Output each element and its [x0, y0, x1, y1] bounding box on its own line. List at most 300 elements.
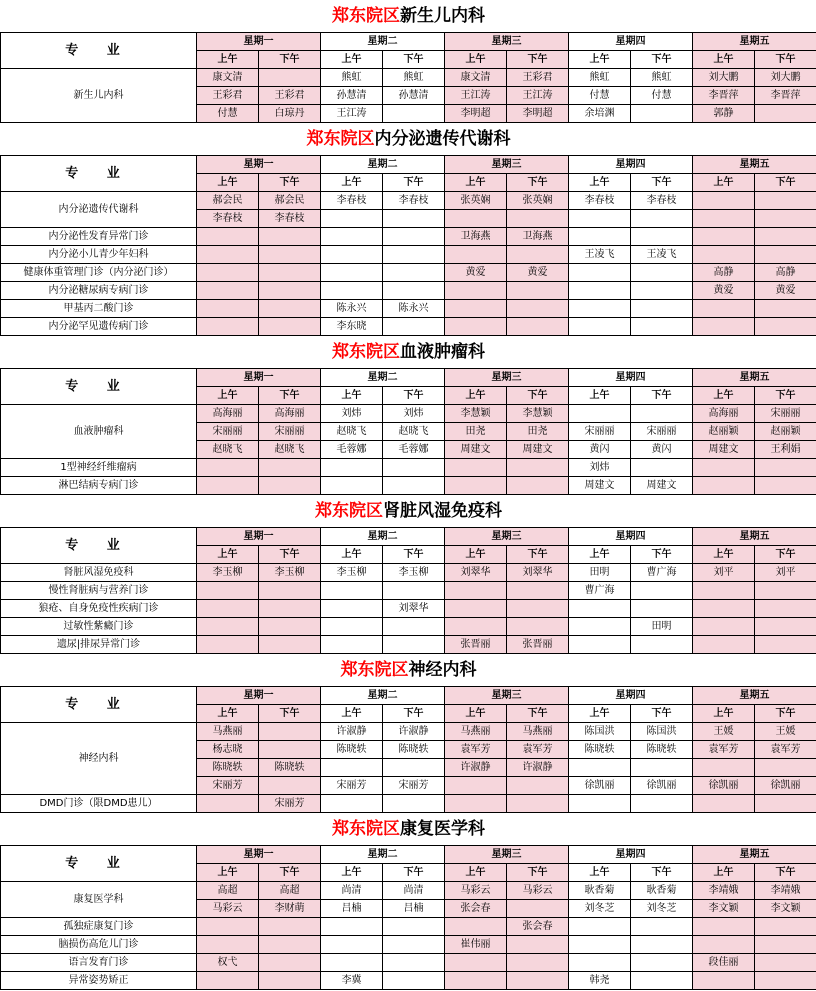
doctor-cell [507, 936, 569, 954]
doctor-cell [445, 582, 507, 600]
table-row [1, 405, 816, 423]
doctor-cell [259, 636, 321, 654]
doctor-cell: 张会春 [507, 918, 569, 936]
doctor-cell [569, 636, 631, 654]
table-row [1, 918, 816, 936]
section-title-row [1, 495, 816, 528]
doctor-cell [507, 972, 569, 990]
doctor-cell [445, 282, 507, 300]
doctor-cell [631, 282, 693, 300]
doctor-cell [259, 618, 321, 636]
doctor-cell: 陈永兴 [321, 300, 383, 318]
doctor-cell: 李财萌 [259, 900, 321, 918]
doctor-cell [693, 972, 755, 990]
am-header: 上午 [445, 51, 507, 69]
doctor-cell [259, 246, 321, 264]
doctor-cell [693, 246, 755, 264]
doctor-cell [383, 246, 445, 264]
doctor-cell: 黄闪 [569, 441, 631, 459]
day-header: 星期二 [321, 369, 445, 387]
doctor-cell [631, 582, 693, 600]
section-title [1, 813, 816, 846]
doctor-cell [631, 972, 693, 990]
doctor-cell: 袁军芳 [445, 741, 507, 759]
doctor-cell [197, 318, 259, 336]
clinic-label: 内分泌罕见遗传病门诊 [1, 318, 197, 336]
doctor-cell [383, 582, 445, 600]
doctor-cell: 陈晓轶 [321, 741, 383, 759]
clinic-label: 康复医学科 [1, 882, 197, 918]
doctor-cell [631, 459, 693, 477]
doctor-cell [631, 918, 693, 936]
pm-header: 下午 [259, 51, 321, 69]
doctor-cell [321, 795, 383, 813]
day-header: 星期三 [445, 846, 569, 864]
doctor-cell: 高超 [259, 882, 321, 900]
doctor-cell [693, 918, 755, 936]
doctor-cell [383, 954, 445, 972]
table-row [1, 69, 816, 87]
doctor-cell [197, 282, 259, 300]
day-header-row [1, 33, 816, 51]
clinic-label: 遗尿|排尿异常门诊 [1, 636, 197, 654]
doctor-cell: 康文清 [197, 69, 259, 87]
doctor-cell: 刘冬芝 [631, 900, 693, 918]
pm-header: 下午 [631, 864, 693, 882]
day-header: 星期三 [445, 369, 569, 387]
doctor-cell: 袁军芳 [507, 741, 569, 759]
doctor-cell: 宋丽芳 [321, 777, 383, 795]
specialty-header: 专 业 [1, 156, 197, 192]
am-header: 上午 [321, 546, 383, 564]
doctor-cell [755, 582, 816, 600]
doctor-cell [693, 300, 755, 318]
doctor-cell [259, 777, 321, 795]
doctor-cell: 黄闪 [631, 441, 693, 459]
am-header: 上午 [445, 546, 507, 564]
section-title [1, 495, 816, 528]
doctor-cell: 韩尧 [569, 972, 631, 990]
am-header: 上午 [569, 864, 631, 882]
doctor-cell [755, 228, 816, 246]
doctor-cell: 张英娴 [507, 192, 569, 210]
day-header: 星期五 [693, 369, 816, 387]
doctor-cell [445, 618, 507, 636]
doctor-cell [197, 795, 259, 813]
doctor-cell [693, 618, 755, 636]
am-header: 上午 [321, 51, 383, 69]
clinic-label: 内分泌小儿青少年妇科 [1, 246, 197, 264]
doctor-cell [383, 618, 445, 636]
am-header: 上午 [445, 387, 507, 405]
section-title-row [1, 813, 816, 846]
doctor-cell [383, 459, 445, 477]
doctor-cell: 许淑静 [321, 723, 383, 741]
table-row [1, 936, 816, 954]
am-header: 上午 [445, 864, 507, 882]
clinic-label: 血液肿瘤科 [1, 405, 197, 459]
doctor-cell [755, 936, 816, 954]
doctor-cell: 田明 [631, 618, 693, 636]
doctor-cell: 徐凯丽 [631, 777, 693, 795]
day-header: 星期二 [321, 528, 445, 546]
doctor-cell: 王江涛 [445, 87, 507, 105]
doctor-cell: 王彩君 [197, 87, 259, 105]
doctor-cell [755, 918, 816, 936]
clinic-label: DMD门诊（限DMD患儿） [1, 795, 197, 813]
doctor-cell: 高海丽 [259, 405, 321, 423]
doctor-cell [383, 636, 445, 654]
doctor-cell [445, 477, 507, 495]
doctor-cell: 黄爱 [507, 264, 569, 282]
doctor-cell [197, 264, 259, 282]
doctor-cell: 熊虹 [631, 69, 693, 87]
department-name: 新生儿内科 [400, 6, 486, 26]
doctor-cell [755, 477, 816, 495]
doctor-cell: 宋丽丽 [259, 423, 321, 441]
day-header-row [1, 846, 816, 864]
doctor-cell [197, 246, 259, 264]
doctor-cell [631, 405, 693, 423]
doctor-cell: 白琼丹 [259, 105, 321, 123]
doctor-cell: 马彩云 [445, 882, 507, 900]
doctor-cell: 尚清 [321, 882, 383, 900]
doctor-cell: 王江涛 [321, 105, 383, 123]
doctor-cell: 田尧 [445, 423, 507, 441]
doctor-cell: 刘平 [755, 564, 816, 582]
table-row [1, 246, 816, 264]
doctor-cell [445, 210, 507, 228]
doctor-cell [693, 759, 755, 777]
doctor-cell: 高超 [197, 882, 259, 900]
doctor-cell: 崔伟丽 [445, 936, 507, 954]
doctor-cell: 李文颖 [755, 900, 816, 918]
doctor-cell [755, 246, 816, 264]
doctor-cell [693, 477, 755, 495]
doctor-cell: 康文清 [445, 69, 507, 87]
doctor-cell: 马彩云 [507, 882, 569, 900]
doctor-cell: 黄爱 [445, 264, 507, 282]
doctor-cell [321, 582, 383, 600]
doctor-cell [197, 600, 259, 618]
doctor-cell [693, 600, 755, 618]
pm-header: 下午 [631, 387, 693, 405]
pm-header: 下午 [383, 51, 445, 69]
pm-header: 下午 [259, 387, 321, 405]
day-header: 星期二 [321, 846, 445, 864]
day-header: 星期四 [569, 687, 693, 705]
doctor-cell [755, 759, 816, 777]
doctor-cell: 刘平 [693, 564, 755, 582]
doctor-cell: 尚清 [383, 882, 445, 900]
doctor-cell [755, 459, 816, 477]
doctor-cell [383, 795, 445, 813]
section-title-row [1, 0, 816, 33]
doctor-cell: 陈晓轶 [383, 741, 445, 759]
doctor-cell [259, 918, 321, 936]
pm-header: 下午 [755, 51, 816, 69]
doctor-cell [383, 972, 445, 990]
am-header: 上午 [197, 174, 259, 192]
table-row [1, 282, 816, 300]
doctor-cell: 宋丽丽 [569, 423, 631, 441]
doctor-cell [383, 759, 445, 777]
doctor-cell [569, 228, 631, 246]
doctor-cell: 付慧 [631, 87, 693, 105]
doctor-cell [321, 759, 383, 777]
doctor-cell [569, 318, 631, 336]
doctor-cell [569, 936, 631, 954]
doctor-cell: 赵晓飞 [383, 423, 445, 441]
day-header: 星期三 [445, 33, 569, 51]
am-header: 上午 [197, 387, 259, 405]
doctor-cell [693, 228, 755, 246]
doctor-cell: 曹广海 [569, 582, 631, 600]
doctor-cell: 耿香菊 [569, 882, 631, 900]
doctor-cell: 郝会民 [197, 192, 259, 210]
am-header: 上午 [197, 51, 259, 69]
table-row [1, 564, 816, 582]
doctor-cell: 宋丽芳 [383, 777, 445, 795]
hospital-name: 郑东院区 [306, 129, 375, 149]
doctor-cell [569, 954, 631, 972]
doctor-cell: 毛蓉娜 [321, 441, 383, 459]
doctor-cell [693, 936, 755, 954]
doctor-cell: 宋丽芳 [197, 777, 259, 795]
pm-header: 下午 [259, 546, 321, 564]
doctor-cell [693, 210, 755, 228]
doctor-cell [569, 918, 631, 936]
doctor-cell: 刘大鹏 [693, 69, 755, 87]
doctor-cell: 刘炜 [321, 405, 383, 423]
clinic-label: 内分泌性发育异常门诊 [1, 228, 197, 246]
doctor-cell: 付慧 [197, 105, 259, 123]
doctor-cell: 李春枝 [197, 210, 259, 228]
doctor-cell: 陈晓轶 [569, 741, 631, 759]
pm-header: 下午 [507, 864, 569, 882]
doctor-cell [755, 105, 816, 123]
doctor-cell: 黄爱 [693, 282, 755, 300]
specialty-header: 专 业 [1, 369, 197, 405]
doctor-cell: 李慧颖 [507, 405, 569, 423]
day-header: 星期一 [197, 846, 321, 864]
doctor-cell [755, 636, 816, 654]
hospital-name: 郑东院区 [340, 660, 409, 680]
day-header: 星期一 [197, 369, 321, 387]
doctor-cell: 张会春 [445, 900, 507, 918]
doctor-cell: 李文颖 [693, 900, 755, 918]
table-row [1, 600, 816, 618]
doctor-cell: 许淑静 [383, 723, 445, 741]
department-name: 内分泌遗传代谢科 [374, 129, 511, 149]
doctor-cell: 徐凯丽 [569, 777, 631, 795]
doctor-cell [631, 300, 693, 318]
doctor-cell: 陈晓轶 [631, 741, 693, 759]
doctor-cell [693, 795, 755, 813]
pm-header: 下午 [383, 864, 445, 882]
am-header: 上午 [321, 387, 383, 405]
table-row [1, 318, 816, 336]
doctor-cell [445, 954, 507, 972]
department-name: 康复医学科 [400, 819, 486, 839]
doctor-cell: 熊虹 [321, 69, 383, 87]
doctor-cell [321, 228, 383, 246]
clinic-label: 语言发育门诊 [1, 954, 197, 972]
doctor-cell [569, 264, 631, 282]
pm-header: 下午 [631, 546, 693, 564]
doctor-cell [445, 600, 507, 618]
table-row [1, 618, 816, 636]
doctor-cell: 陈国洪 [569, 723, 631, 741]
day-header: 星期五 [693, 528, 816, 546]
doctor-cell [321, 918, 383, 936]
doctor-cell: 周建文 [693, 441, 755, 459]
am-header: 上午 [321, 174, 383, 192]
doctor-cell: 刘翠华 [507, 564, 569, 582]
doctor-cell: 周建文 [631, 477, 693, 495]
day-header: 星期二 [321, 687, 445, 705]
doctor-cell [259, 600, 321, 618]
clinic-label: 甲基丙二酸门诊 [1, 300, 197, 318]
doctor-cell [445, 777, 507, 795]
doctor-cell [197, 582, 259, 600]
hospital-name: 郑东院区 [332, 6, 401, 26]
doctor-cell [755, 300, 816, 318]
doctor-cell: 李玉柳 [197, 564, 259, 582]
doctor-cell [259, 723, 321, 741]
doctor-cell: 许淑静 [507, 759, 569, 777]
pm-header: 下午 [383, 387, 445, 405]
doctor-cell [507, 618, 569, 636]
doctor-cell [197, 459, 259, 477]
doctor-cell [631, 105, 693, 123]
doctor-cell: 宋丽丽 [631, 423, 693, 441]
doctor-cell [321, 210, 383, 228]
doctor-cell: 周建文 [445, 441, 507, 459]
am-header: 上午 [693, 174, 755, 192]
doctor-cell: 陈永兴 [383, 300, 445, 318]
doctor-cell [259, 264, 321, 282]
doctor-cell [569, 282, 631, 300]
doctor-cell [259, 582, 321, 600]
doctor-cell [507, 459, 569, 477]
doctor-cell [631, 636, 693, 654]
pm-header: 下午 [507, 705, 569, 723]
doctor-cell [383, 936, 445, 954]
doctor-cell [321, 477, 383, 495]
doctor-cell [693, 192, 755, 210]
day-header-row [1, 156, 816, 174]
doctor-cell: 赵丽颖 [693, 423, 755, 441]
doctor-cell [755, 954, 816, 972]
pm-header: 下午 [259, 174, 321, 192]
day-header: 星期五 [693, 846, 816, 864]
doctor-cell [445, 459, 507, 477]
pm-header: 下午 [383, 174, 445, 192]
doctor-cell [507, 282, 569, 300]
specialty-header: 专 业 [1, 528, 197, 564]
doctor-cell [631, 759, 693, 777]
doctor-cell [569, 618, 631, 636]
clinic-label: 淋巴结病专病门诊 [1, 477, 197, 495]
am-header: 上午 [197, 546, 259, 564]
doctor-cell: 曹广海 [631, 564, 693, 582]
clinic-label: 内分泌糖尿病专病门诊 [1, 282, 197, 300]
doctor-cell [631, 795, 693, 813]
doctor-cell: 李明超 [507, 105, 569, 123]
doctor-cell: 李明超 [445, 105, 507, 123]
am-header: 上午 [321, 705, 383, 723]
doctor-cell: 耿香菊 [631, 882, 693, 900]
doctor-cell [197, 300, 259, 318]
clinic-label: 狼疮、自身免疫性疾病门诊 [1, 600, 197, 618]
doctor-cell: 张晋丽 [445, 636, 507, 654]
clinic-label: 脑损伤高危儿门诊 [1, 936, 197, 954]
doctor-cell: 陈晓轶 [259, 759, 321, 777]
pm-header: 下午 [755, 864, 816, 882]
doctor-cell [259, 972, 321, 990]
doctor-cell: 高海丽 [197, 405, 259, 423]
table-row [1, 477, 816, 495]
doctor-cell: 李春枝 [259, 210, 321, 228]
doctor-cell [197, 618, 259, 636]
doctor-cell: 黄爱 [755, 282, 816, 300]
doctor-cell [321, 954, 383, 972]
doctor-cell: 周建文 [569, 477, 631, 495]
doctor-cell: 周建文 [507, 441, 569, 459]
doctor-cell [445, 318, 507, 336]
doctor-cell: 高静 [693, 264, 755, 282]
doctor-cell [259, 282, 321, 300]
doctor-cell [693, 582, 755, 600]
doctor-cell [631, 954, 693, 972]
doctor-cell [259, 936, 321, 954]
am-header: 上午 [569, 51, 631, 69]
doctor-cell: 李玉柳 [321, 564, 383, 582]
doctor-cell: 徐凯丽 [755, 777, 816, 795]
doctor-cell [631, 228, 693, 246]
doctor-cell: 王彩君 [507, 69, 569, 87]
section-title-row [1, 336, 816, 369]
day-header: 星期四 [569, 156, 693, 174]
day-header: 星期四 [569, 846, 693, 864]
doctor-cell: 卫海燕 [445, 228, 507, 246]
doctor-cell [259, 318, 321, 336]
day-header: 星期三 [445, 156, 569, 174]
pm-header: 下午 [631, 51, 693, 69]
doctor-cell [507, 210, 569, 228]
doctor-cell: 王媛 [755, 723, 816, 741]
doctor-cell [445, 918, 507, 936]
doctor-cell [507, 582, 569, 600]
day-header-row [1, 687, 816, 705]
doctor-cell: 王江涛 [507, 87, 569, 105]
doctor-cell: 李晋萍 [755, 87, 816, 105]
doctor-cell: 郭静 [693, 105, 755, 123]
table-row [1, 882, 816, 900]
pm-header: 下午 [755, 546, 816, 564]
doctor-cell: 田明 [569, 564, 631, 582]
table-row [1, 954, 816, 972]
doctor-cell [321, 282, 383, 300]
doctor-cell [507, 900, 569, 918]
pm-header: 下午 [507, 387, 569, 405]
doctor-cell: 宋丽丽 [755, 405, 816, 423]
day-header: 星期一 [197, 528, 321, 546]
am-header: 上午 [569, 705, 631, 723]
doctor-cell: 袁军芳 [693, 741, 755, 759]
doctor-cell: 郝会民 [259, 192, 321, 210]
